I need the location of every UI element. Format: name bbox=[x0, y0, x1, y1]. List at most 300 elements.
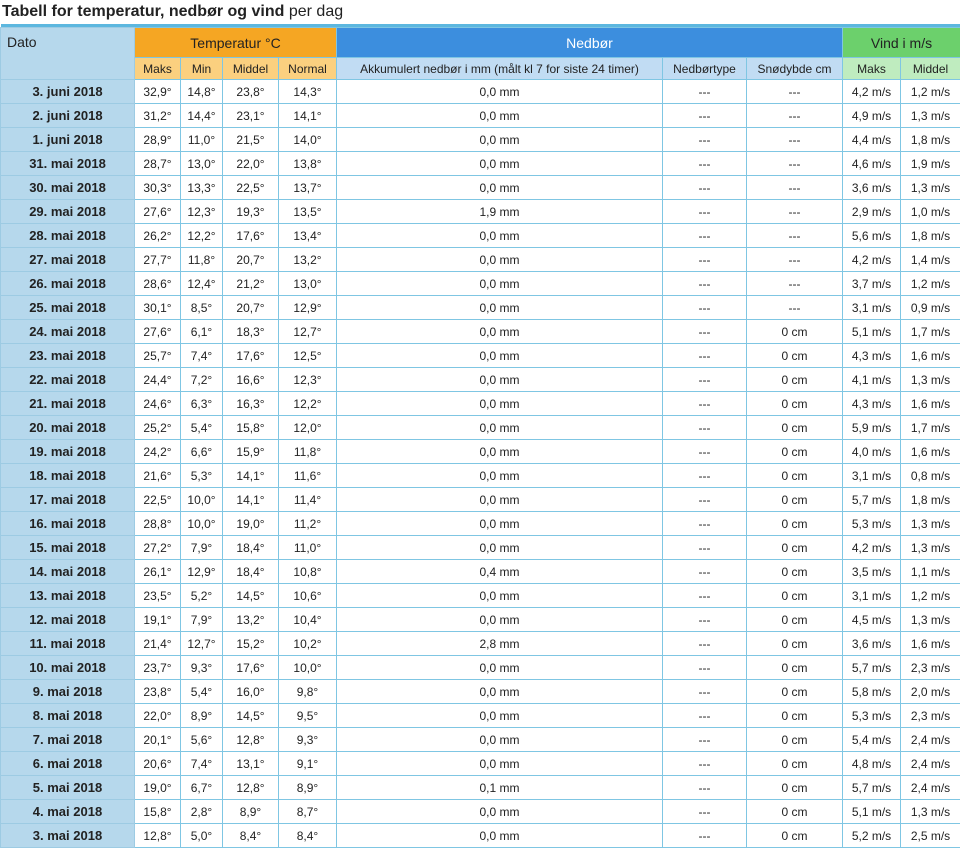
cell-snodybde: 0 cm bbox=[747, 512, 843, 536]
cell-temp-normal: 9,8° bbox=[279, 680, 337, 704]
cell-temp-maks: 25,7° bbox=[135, 344, 181, 368]
cell-temp-min: 5,2° bbox=[181, 584, 223, 608]
cell-vind-maks: 4,4 m/s bbox=[843, 128, 901, 152]
cell-nedbor-mm: 0,0 mm bbox=[337, 584, 663, 608]
cell-nedbortype: --- bbox=[663, 152, 747, 176]
cell-vind-maks: 3,1 m/s bbox=[843, 464, 901, 488]
cell-nedbor-mm: 0,0 mm bbox=[337, 656, 663, 680]
cell-vind-middel: 1,8 m/s bbox=[901, 128, 960, 152]
cell-temp-maks: 23,5° bbox=[135, 584, 181, 608]
cell-temp-middel: 13,2° bbox=[223, 608, 279, 632]
cell-nedbortype: --- bbox=[663, 344, 747, 368]
table-row bbox=[1, 272, 960, 296]
cell-vind-middel: 1,6 m/s bbox=[901, 440, 960, 464]
cell-nedbor-mm: 0,0 mm bbox=[337, 800, 663, 824]
cell-temp-maks: 27,2° bbox=[135, 536, 181, 560]
cell-dato: 8. mai 2018 bbox=[1, 704, 135, 728]
cell-vind-maks: 4,6 m/s bbox=[843, 152, 901, 176]
cell-snodybde: --- bbox=[747, 224, 843, 248]
cell-vind-middel: 1,3 m/s bbox=[901, 800, 960, 824]
cell-snodybde: 0 cm bbox=[747, 344, 843, 368]
cell-vind-middel: 1,7 m/s bbox=[901, 320, 960, 344]
cell-temp-maks: 30,1° bbox=[135, 296, 181, 320]
cell-snodybde: 0 cm bbox=[747, 416, 843, 440]
cell-nedbortype: --- bbox=[663, 128, 747, 152]
cell-temp-maks: 27,6° bbox=[135, 200, 181, 224]
cell-nedbortype: --- bbox=[663, 320, 747, 344]
cell-dato: 31. mai 2018 bbox=[1, 152, 135, 176]
cell-vind-maks: 5,7 m/s bbox=[843, 656, 901, 680]
cell-temp-middel: 23,8° bbox=[223, 80, 279, 104]
cell-temp-min: 14,4° bbox=[181, 104, 223, 128]
cell-vind-maks: 3,7 m/s bbox=[843, 272, 901, 296]
cell-vind-maks: 5,3 m/s bbox=[843, 704, 901, 728]
cell-vind-maks: 5,1 m/s bbox=[843, 320, 901, 344]
cell-vind-middel: 1,8 m/s bbox=[901, 488, 960, 512]
cell-vind-maks: 4,0 m/s bbox=[843, 440, 901, 464]
cell-temp-min: 12,7° bbox=[181, 632, 223, 656]
cell-vind-middel: 0,9 m/s bbox=[901, 296, 960, 320]
cell-vind-maks: 3,6 m/s bbox=[843, 632, 901, 656]
cell-vind-middel: 1,2 m/s bbox=[901, 272, 960, 296]
cell-temp-normal: 12,2° bbox=[279, 392, 337, 416]
cell-temp-middel: 15,9° bbox=[223, 440, 279, 464]
cell-vind-middel: 1,9 m/s bbox=[901, 152, 960, 176]
cell-temp-maks: 12,8° bbox=[135, 824, 181, 848]
cell-temp-min: 6,1° bbox=[181, 320, 223, 344]
cell-temp-middel: 12,8° bbox=[223, 728, 279, 752]
cell-nedbor-mm: 0,0 mm bbox=[337, 512, 663, 536]
table-body bbox=[1, 80, 960, 848]
cell-vind-maks: 2,9 m/s bbox=[843, 200, 901, 224]
cell-nedbor-mm: 0,0 mm bbox=[337, 128, 663, 152]
cell-temp-min: 12,3° bbox=[181, 200, 223, 224]
cell-vind-middel: 1,1 m/s bbox=[901, 560, 960, 584]
cell-temp-normal: 11,4° bbox=[279, 488, 337, 512]
table-row bbox=[1, 824, 960, 848]
cell-temp-min: 11,8° bbox=[181, 248, 223, 272]
cell-dato: 25. mai 2018 bbox=[1, 296, 135, 320]
cell-vind-middel: 1,8 m/s bbox=[901, 224, 960, 248]
cell-nedbortype: --- bbox=[663, 536, 747, 560]
table-title-bold: Tabell for temperatur, nedbør og vind bbox=[2, 3, 285, 20]
cell-nedbor-mm: 0,0 mm bbox=[337, 536, 663, 560]
cell-temp-min: 11,0° bbox=[181, 128, 223, 152]
cell-temp-normal: 9,3° bbox=[279, 728, 337, 752]
cell-temp-normal: 13,8° bbox=[279, 152, 337, 176]
cell-temp-normal: 10,6° bbox=[279, 584, 337, 608]
cell-nedbortype: --- bbox=[663, 80, 747, 104]
cell-temp-middel: 14,1° bbox=[223, 464, 279, 488]
cell-dato: 17. mai 2018 bbox=[1, 488, 135, 512]
cell-temp-normal: 12,5° bbox=[279, 344, 337, 368]
cell-temp-middel: 14,5° bbox=[223, 584, 279, 608]
cell-temp-normal: 8,4° bbox=[279, 824, 337, 848]
cell-temp-normal: 8,7° bbox=[279, 800, 337, 824]
cell-snodybde: --- bbox=[747, 296, 843, 320]
cell-nedbor-mm: 0,1 mm bbox=[337, 776, 663, 800]
cell-temp-maks: 19,1° bbox=[135, 608, 181, 632]
cell-snodybde: 0 cm bbox=[747, 776, 843, 800]
header-vind: Vind i m/s bbox=[843, 28, 960, 58]
cell-temp-maks: 26,2° bbox=[135, 224, 181, 248]
cell-nedbor-mm: 0,0 mm bbox=[337, 680, 663, 704]
cell-temp-min: 13,3° bbox=[181, 176, 223, 200]
header-temp-middel: Middel bbox=[223, 58, 279, 80]
cell-nedbortype: --- bbox=[663, 392, 747, 416]
cell-dato: 26. mai 2018 bbox=[1, 272, 135, 296]
cell-temp-maks: 25,2° bbox=[135, 416, 181, 440]
header-vind-middel: Middel bbox=[901, 58, 960, 80]
cell-nedbor-mm: 0,0 mm bbox=[337, 728, 663, 752]
cell-nedbor-mm: 0,0 mm bbox=[337, 464, 663, 488]
cell-snodybde: --- bbox=[747, 176, 843, 200]
table-row bbox=[1, 128, 960, 152]
cell-temp-maks: 31,2° bbox=[135, 104, 181, 128]
table-row bbox=[1, 584, 960, 608]
cell-snodybde: 0 cm bbox=[747, 560, 843, 584]
cell-temp-min: 13,0° bbox=[181, 152, 223, 176]
cell-snodybde: 0 cm bbox=[747, 824, 843, 848]
cell-nedbortype: --- bbox=[663, 584, 747, 608]
cell-temp-min: 10,0° bbox=[181, 512, 223, 536]
cell-vind-middel: 1,2 m/s bbox=[901, 584, 960, 608]
cell-temp-maks: 28,9° bbox=[135, 128, 181, 152]
cell-vind-middel: 2,4 m/s bbox=[901, 776, 960, 800]
cell-temp-middel: 21,5° bbox=[223, 128, 279, 152]
cell-temp-maks: 24,4° bbox=[135, 368, 181, 392]
cell-temp-normal: 12,9° bbox=[279, 296, 337, 320]
header-vind-maks: Maks bbox=[843, 58, 901, 80]
cell-vind-maks: 5,6 m/s bbox=[843, 224, 901, 248]
cell-nedbortype: --- bbox=[663, 632, 747, 656]
cell-vind-middel: 1,3 m/s bbox=[901, 536, 960, 560]
cell-vind-maks: 4,3 m/s bbox=[843, 392, 901, 416]
cell-nedbortype: --- bbox=[663, 776, 747, 800]
cell-dato: 13. mai 2018 bbox=[1, 584, 135, 608]
cell-temp-min: 7,2° bbox=[181, 368, 223, 392]
cell-nedbor-mm: 0,4 mm bbox=[337, 560, 663, 584]
cell-vind-maks: 4,2 m/s bbox=[843, 80, 901, 104]
cell-temp-middel: 16,6° bbox=[223, 368, 279, 392]
table-row bbox=[1, 320, 960, 344]
table-row bbox=[1, 296, 960, 320]
cell-temp-normal: 13,2° bbox=[279, 248, 337, 272]
cell-temp-maks: 23,8° bbox=[135, 680, 181, 704]
cell-dato: 3. mai 2018 bbox=[1, 824, 135, 848]
cell-temp-normal: 11,6° bbox=[279, 464, 337, 488]
cell-nedbortype: --- bbox=[663, 104, 747, 128]
cell-nedbortype: --- bbox=[663, 200, 747, 224]
table-row bbox=[1, 488, 960, 512]
cell-temp-middel: 14,1° bbox=[223, 488, 279, 512]
cell-nedbor-mm: 0,0 mm bbox=[337, 176, 663, 200]
cell-snodybde: --- bbox=[747, 80, 843, 104]
cell-temp-middel: 21,2° bbox=[223, 272, 279, 296]
cell-dato: 16. mai 2018 bbox=[1, 512, 135, 536]
cell-temp-maks: 20,1° bbox=[135, 728, 181, 752]
cell-vind-maks: 3,5 m/s bbox=[843, 560, 901, 584]
cell-temp-normal: 13,7° bbox=[279, 176, 337, 200]
cell-nedbortype: --- bbox=[663, 704, 747, 728]
header-temp-maks: Maks bbox=[135, 58, 181, 80]
table-row bbox=[1, 560, 960, 584]
header-akkumulert: Akkumulert nedbør i mm (målt kl 7 for siste 24 timer) bbox=[337, 58, 663, 80]
cell-temp-normal: 10,8° bbox=[279, 560, 337, 584]
cell-temp-min: 6,3° bbox=[181, 392, 223, 416]
cell-vind-maks: 4,9 m/s bbox=[843, 104, 901, 128]
cell-nedbor-mm: 0,0 mm bbox=[337, 248, 663, 272]
cell-temp-maks: 21,6° bbox=[135, 464, 181, 488]
cell-temp-maks: 15,8° bbox=[135, 800, 181, 824]
cell-temp-normal: 12,7° bbox=[279, 320, 337, 344]
cell-nedbortype: --- bbox=[663, 752, 747, 776]
table-row bbox=[1, 344, 960, 368]
cell-snodybde: 0 cm bbox=[747, 800, 843, 824]
cell-temp-middel: 22,5° bbox=[223, 176, 279, 200]
cell-snodybde: --- bbox=[747, 152, 843, 176]
cell-nedbor-mm: 0,0 mm bbox=[337, 440, 663, 464]
table-row bbox=[1, 752, 960, 776]
cell-nedbortype: --- bbox=[663, 512, 747, 536]
cell-snodybde: 0 cm bbox=[747, 464, 843, 488]
cell-temp-middel: 17,6° bbox=[223, 344, 279, 368]
header-dato: Dato bbox=[1, 28, 135, 80]
cell-nedbortype: --- bbox=[663, 488, 747, 512]
table-title bbox=[0, 0, 960, 24]
cell-temp-normal: 14,3° bbox=[279, 80, 337, 104]
table-row bbox=[1, 512, 960, 536]
header-snodybde: Snødybde cm bbox=[747, 58, 843, 80]
cell-temp-middel: 8,9° bbox=[223, 800, 279, 824]
cell-vind-middel: 1,3 m/s bbox=[901, 368, 960, 392]
cell-dato: 1. juni 2018 bbox=[1, 128, 135, 152]
cell-nedbortype: --- bbox=[663, 248, 747, 272]
cell-temp-maks: 19,0° bbox=[135, 776, 181, 800]
cell-temp-min: 2,8° bbox=[181, 800, 223, 824]
cell-vind-maks: 5,4 m/s bbox=[843, 728, 901, 752]
cell-temp-min: 14,8° bbox=[181, 80, 223, 104]
cell-snodybde: 0 cm bbox=[747, 368, 843, 392]
cell-nedbortype: --- bbox=[663, 824, 747, 848]
cell-temp-middel: 8,4° bbox=[223, 824, 279, 848]
cell-temp-min: 5,4° bbox=[181, 680, 223, 704]
table-row bbox=[1, 368, 960, 392]
cell-temp-maks: 23,7° bbox=[135, 656, 181, 680]
cell-dato: 28. mai 2018 bbox=[1, 224, 135, 248]
cell-temp-min: 5,3° bbox=[181, 464, 223, 488]
cell-snodybde: --- bbox=[747, 128, 843, 152]
cell-temp-normal: 8,9° bbox=[279, 776, 337, 800]
cell-temp-maks: 24,6° bbox=[135, 392, 181, 416]
table-row bbox=[1, 728, 960, 752]
table-title-rest: per dag bbox=[284, 3, 344, 20]
cell-nedbortype: --- bbox=[663, 656, 747, 680]
cell-vind-maks: 4,1 m/s bbox=[843, 368, 901, 392]
cell-dato: 22. mai 2018 bbox=[1, 368, 135, 392]
cell-vind-maks: 5,7 m/s bbox=[843, 488, 901, 512]
header-nedbor: Nedbør bbox=[337, 28, 843, 58]
cell-dato: 30. mai 2018 bbox=[1, 176, 135, 200]
cell-temp-normal: 14,0° bbox=[279, 128, 337, 152]
cell-temp-normal: 13,4° bbox=[279, 224, 337, 248]
cell-nedbor-mm: 0,0 mm bbox=[337, 368, 663, 392]
cell-nedbortype: --- bbox=[663, 560, 747, 584]
cell-dato: 19. mai 2018 bbox=[1, 440, 135, 464]
table-row bbox=[1, 608, 960, 632]
cell-temp-middel: 19,0° bbox=[223, 512, 279, 536]
cell-temp-normal: 13,5° bbox=[279, 200, 337, 224]
cell-temp-min: 8,5° bbox=[181, 296, 223, 320]
cell-snodybde: --- bbox=[747, 248, 843, 272]
cell-snodybde: 0 cm bbox=[747, 608, 843, 632]
cell-nedbortype: --- bbox=[663, 608, 747, 632]
cell-nedbortype: --- bbox=[663, 728, 747, 752]
cell-vind-maks: 4,3 m/s bbox=[843, 344, 901, 368]
cell-temp-maks: 32,9° bbox=[135, 80, 181, 104]
cell-nedbor-mm: 0,0 mm bbox=[337, 152, 663, 176]
cell-nedbor-mm: 2,8 mm bbox=[337, 632, 663, 656]
cell-nedbortype: --- bbox=[663, 368, 747, 392]
cell-dato: 2. juni 2018 bbox=[1, 104, 135, 128]
cell-temp-min: 6,7° bbox=[181, 776, 223, 800]
cell-temp-maks: 28,7° bbox=[135, 152, 181, 176]
cell-snodybde: 0 cm bbox=[747, 536, 843, 560]
cell-dato: 14. mai 2018 bbox=[1, 560, 135, 584]
cell-temp-min: 12,2° bbox=[181, 224, 223, 248]
table-row bbox=[1, 776, 960, 800]
cell-dato: 18. mai 2018 bbox=[1, 464, 135, 488]
cell-nedbor-mm: 0,0 mm bbox=[337, 296, 663, 320]
cell-vind-maks: 5,3 m/s bbox=[843, 512, 901, 536]
cell-temp-normal: 11,0° bbox=[279, 536, 337, 560]
cell-snodybde: --- bbox=[747, 104, 843, 128]
cell-nedbortype: --- bbox=[663, 176, 747, 200]
cell-vind-middel: 2,0 m/s bbox=[901, 680, 960, 704]
cell-temp-normal: 12,3° bbox=[279, 368, 337, 392]
cell-vind-middel: 1,3 m/s bbox=[901, 176, 960, 200]
cell-nedbor-mm: 0,0 mm bbox=[337, 344, 663, 368]
cell-temp-normal: 12,0° bbox=[279, 416, 337, 440]
table-row bbox=[1, 176, 960, 200]
table-row bbox=[1, 80, 960, 104]
cell-temp-maks: 22,5° bbox=[135, 488, 181, 512]
header-temp-min: Min bbox=[181, 58, 223, 80]
cell-dato: 7. mai 2018 bbox=[1, 728, 135, 752]
table-row bbox=[1, 440, 960, 464]
cell-temp-middel: 19,3° bbox=[223, 200, 279, 224]
cell-temp-middel: 17,6° bbox=[223, 224, 279, 248]
cell-vind-middel: 1,7 m/s bbox=[901, 416, 960, 440]
cell-nedbor-mm: 0,0 mm bbox=[337, 488, 663, 512]
cell-dato: 3. juni 2018 bbox=[1, 80, 135, 104]
cell-temp-middel: 20,7° bbox=[223, 296, 279, 320]
cell-nedbortype: --- bbox=[663, 296, 747, 320]
table-row bbox=[1, 680, 960, 704]
cell-nedbortype: --- bbox=[663, 440, 747, 464]
cell-dato: 24. mai 2018 bbox=[1, 320, 135, 344]
cell-nedbortype: --- bbox=[663, 800, 747, 824]
cell-temp-min: 12,9° bbox=[181, 560, 223, 584]
cell-temp-middel: 17,6° bbox=[223, 656, 279, 680]
cell-temp-normal: 9,5° bbox=[279, 704, 337, 728]
cell-temp-normal: 13,0° bbox=[279, 272, 337, 296]
cell-dato: 4. mai 2018 bbox=[1, 800, 135, 824]
cell-temp-normal: 10,4° bbox=[279, 608, 337, 632]
cell-temp-middel: 18,3° bbox=[223, 320, 279, 344]
cell-nedbortype: --- bbox=[663, 680, 747, 704]
cell-snodybde: 0 cm bbox=[747, 752, 843, 776]
cell-temp-min: 12,4° bbox=[181, 272, 223, 296]
table-row bbox=[1, 632, 960, 656]
cell-snodybde: 0 cm bbox=[747, 632, 843, 656]
cell-temp-middel: 15,8° bbox=[223, 416, 279, 440]
cell-temp-min: 8,9° bbox=[181, 704, 223, 728]
cell-temp-min: 7,4° bbox=[181, 752, 223, 776]
cell-vind-middel: 1,6 m/s bbox=[901, 344, 960, 368]
cell-vind-maks: 3,6 m/s bbox=[843, 176, 901, 200]
cell-nedbor-mm: 0,0 mm bbox=[337, 392, 663, 416]
cell-temp-maks: 30,3° bbox=[135, 176, 181, 200]
cell-nedbor-mm: 0,0 mm bbox=[337, 224, 663, 248]
cell-temp-min: 7,4° bbox=[181, 344, 223, 368]
cell-nedbor-mm: 1,9 mm bbox=[337, 200, 663, 224]
cell-dato: 9. mai 2018 bbox=[1, 680, 135, 704]
cell-vind-maks: 5,7 m/s bbox=[843, 776, 901, 800]
table-row bbox=[1, 392, 960, 416]
cell-vind-middel: 1,0 m/s bbox=[901, 200, 960, 224]
cell-vind-middel: 1,3 m/s bbox=[901, 608, 960, 632]
header-temp-normal: Normal bbox=[279, 58, 337, 80]
cell-temp-min: 7,9° bbox=[181, 608, 223, 632]
cell-dato: 11. mai 2018 bbox=[1, 632, 135, 656]
cell-vind-maks: 5,9 m/s bbox=[843, 416, 901, 440]
cell-dato: 20. mai 2018 bbox=[1, 416, 135, 440]
cell-temp-min: 5,4° bbox=[181, 416, 223, 440]
cell-temp-middel: 22,0° bbox=[223, 152, 279, 176]
cell-vind-middel: 2,3 m/s bbox=[901, 656, 960, 680]
cell-temp-maks: 28,8° bbox=[135, 512, 181, 536]
cell-snodybde: 0 cm bbox=[747, 440, 843, 464]
cell-vind-maks: 5,2 m/s bbox=[843, 824, 901, 848]
cell-vind-maks: 4,5 m/s bbox=[843, 608, 901, 632]
cell-nedbor-mm: 0,0 mm bbox=[337, 320, 663, 344]
cell-temp-maks: 28,6° bbox=[135, 272, 181, 296]
cell-nedbor-mm: 0,0 mm bbox=[337, 104, 663, 128]
cell-nedbortype: --- bbox=[663, 416, 747, 440]
cell-temp-maks: 27,6° bbox=[135, 320, 181, 344]
cell-dato: 12. mai 2018 bbox=[1, 608, 135, 632]
cell-vind-maks: 4,2 m/s bbox=[843, 248, 901, 272]
cell-snodybde: 0 cm bbox=[747, 728, 843, 752]
cell-snodybde: 0 cm bbox=[747, 584, 843, 608]
cell-vind-middel: 2,5 m/s bbox=[901, 824, 960, 848]
cell-temp-normal: 10,2° bbox=[279, 632, 337, 656]
table-row bbox=[1, 800, 960, 824]
cell-nedbortype: --- bbox=[663, 224, 747, 248]
cell-vind-maks: 4,2 m/s bbox=[843, 536, 901, 560]
cell-snodybde: 0 cm bbox=[747, 656, 843, 680]
cell-temp-min: 7,9° bbox=[181, 536, 223, 560]
table-row bbox=[1, 104, 960, 128]
cell-nedbor-mm: 0,0 mm bbox=[337, 752, 663, 776]
cell-vind-middel: 1,3 m/s bbox=[901, 512, 960, 536]
cell-temp-normal: 11,2° bbox=[279, 512, 337, 536]
table-row bbox=[1, 536, 960, 560]
cell-temp-normal: 14,1° bbox=[279, 104, 337, 128]
cell-temp-middel: 16,3° bbox=[223, 392, 279, 416]
cell-temp-middel: 18,4° bbox=[223, 536, 279, 560]
